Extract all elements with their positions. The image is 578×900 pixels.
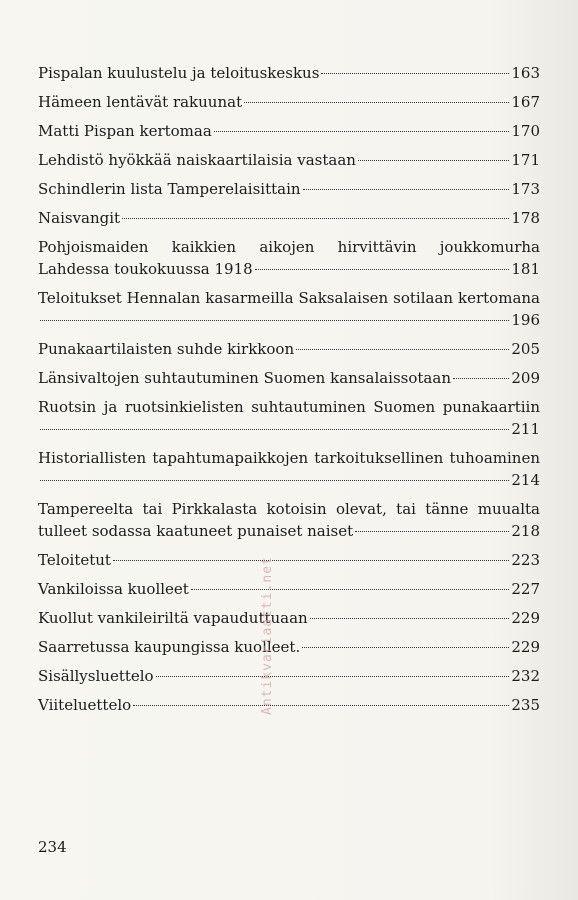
toc-leader-dots [310, 618, 510, 619]
toc-leader-dots [303, 189, 510, 190]
toc-entry-title-line1: Pohjoismaiden kaikkien aikojen hirvittävin joukkomurha [38, 238, 540, 256]
toc-leader-dots [255, 269, 510, 270]
toc-entry-title: Saarretussa kaupungissa kuolleet. [38, 638, 301, 656]
watermark-container [260, 525, 280, 725]
toc-leader-dots [40, 480, 509, 481]
toc-entry [38, 578, 540, 600]
toc-entry-title: Pispalan kuulustelu ja teloituskeskus [38, 64, 320, 82]
toc-entry-page: 229 [511, 638, 540, 656]
toc-entry-title: Hämeen lentävät rakuunat [38, 93, 243, 111]
toc-leader-dots [358, 160, 509, 161]
toc-entry-title-line1: Ruotsin ja ruotsinkielisten suhtautuminen Suomen punakaartiin [38, 398, 540, 416]
toc-entry-page: 205 [511, 340, 540, 358]
toc-entry [38, 91, 540, 113]
toc-leader-dots [122, 218, 509, 219]
toc-entry [38, 236, 540, 280]
toc-entry-title: Naisvangit [38, 209, 121, 227]
toc-entry-page: 211 [511, 420, 540, 438]
toc-entry [38, 607, 540, 629]
toc-entry-title: Punakaartilaisten suhde kirkkoon [38, 340, 295, 358]
toc-entry [38, 665, 540, 687]
toc-entry-page: 163 [511, 64, 540, 82]
toc-entry [38, 694, 540, 716]
toc-leader-dots [296, 349, 509, 350]
toc-entry-page: 218 [511, 522, 540, 540]
toc-entry-title: Vankiloissa kuolleet [38, 580, 189, 598]
toc-entry-title-line1: Historiallisten tapahtumapaikkojen tarkoituksellinen tuhoaminen [38, 449, 540, 467]
toc-entry [38, 636, 540, 658]
toc-entry-title: Matti Pispan kertomaa [38, 122, 212, 140]
toc-leader-dots [453, 378, 509, 379]
toc-entry-title-line2: Lahdessa toukokuussa 1918 [38, 260, 253, 278]
toc-entry [38, 367, 540, 389]
toc-entry [38, 207, 540, 229]
toc-entry [38, 447, 540, 491]
toc-entry-page: 170 [511, 122, 540, 140]
toc-entry [38, 549, 540, 571]
toc-entry-title: Kuollut vankileiriltä vapauduttuaan [38, 609, 308, 627]
table-of-contents [38, 62, 540, 723]
toc-entry-title-line1: Tampereelta tai Pirkkalasta kotoisin olevat, tai tänne muualta [38, 500, 540, 518]
toc-entry [38, 498, 540, 542]
toc-entry-title: Viiteluettelo [38, 696, 132, 714]
toc-entry [38, 287, 540, 331]
toc-entry [38, 396, 540, 440]
toc-entry-page: 232 [511, 667, 540, 685]
toc-entry [38, 178, 540, 200]
toc-entry-page: 196 [511, 311, 540, 329]
toc-leader-dots [156, 676, 510, 677]
toc-entry-page: 209 [511, 369, 540, 387]
toc-entry-title: Schindlerin lista Tamperelaisittain [38, 180, 301, 198]
toc-leader-dots [302, 647, 509, 648]
toc-entry-title-line1: Teloitukset Hennalan kasarmeilla Saksalaisen sotilaan kertomana [38, 289, 540, 307]
toc-entry-page: 223 [511, 551, 540, 569]
toc-entry-title: Länsivaltojen suhtautuminen Suomen kansalaissotaan [38, 369, 451, 387]
toc-entry-title-line2: tulleet sodassa kaatuneet punaiset naiset [38, 522, 354, 540]
toc-leader-dots [244, 102, 509, 103]
toc-leader-dots [113, 560, 509, 561]
toc-leader-dots [133, 705, 509, 706]
toc-entry-page: 227 [511, 580, 540, 598]
toc-entry [38, 120, 540, 142]
toc-entry-page: 235 [511, 696, 540, 714]
toc-entry [38, 62, 540, 84]
toc-entry-title: Sisällysluettelo [38, 667, 154, 685]
toc-leader-dots [214, 131, 510, 132]
toc-entry-page: 181 [511, 260, 540, 278]
toc-entry-page: 214 [511, 471, 540, 489]
toc-leader-dots [355, 531, 509, 532]
toc-leader-dots [191, 589, 510, 590]
toc-entry-title: Lehdistö hyökkää naiskaartilaisia vastaan [38, 151, 356, 169]
watermark-text: Antikvariaatti.net [260, 556, 275, 715]
toc-entry [38, 338, 540, 360]
page-number: 234 [38, 838, 67, 856]
toc-entry-page: 173 [511, 180, 540, 198]
toc-entry-title: Teloitetut [38, 551, 111, 569]
toc-entry-page: 229 [511, 609, 540, 627]
toc-leader-dots [40, 429, 509, 430]
toc-entry-page: 178 [511, 209, 540, 227]
toc-entry-page: 167 [511, 93, 540, 111]
toc-entry-page: 171 [511, 151, 540, 169]
toc-entry [38, 149, 540, 171]
toc-leader-dots [321, 73, 509, 74]
toc-leader-dots [40, 320, 509, 321]
